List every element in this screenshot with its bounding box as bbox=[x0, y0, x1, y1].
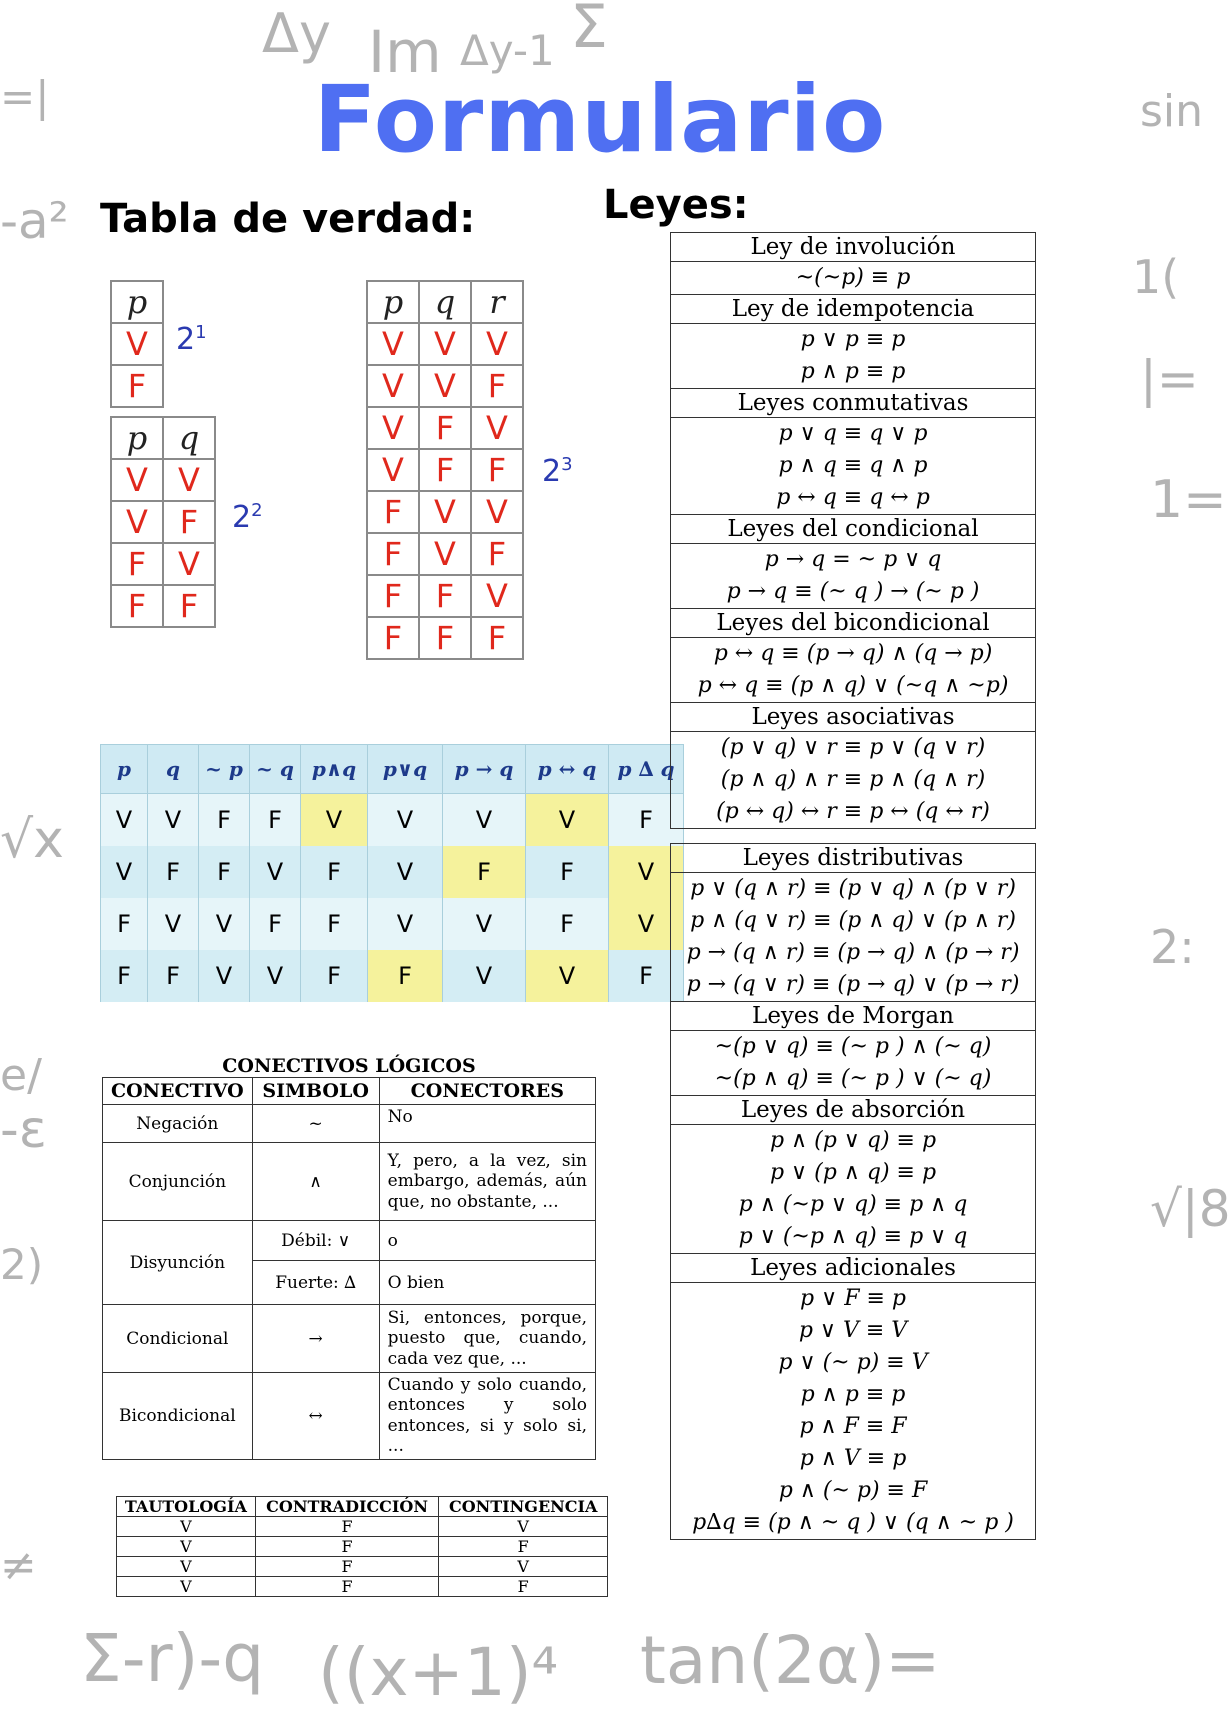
logical-operations-table bbox=[100, 744, 684, 1002]
law-group-title: Leyes adicionales bbox=[671, 1254, 1035, 1283]
background-doodle: Σ-r)-q bbox=[80, 1620, 265, 1697]
op-value: V bbox=[199, 898, 250, 950]
background-doodle: =| bbox=[0, 72, 50, 121]
truth-value: V bbox=[367, 365, 419, 407]
law-group-title: Leyes distributivas bbox=[671, 844, 1035, 873]
background-doodle: 1( bbox=[1132, 250, 1180, 304]
truth-value: V bbox=[111, 323, 163, 365]
op-value: F bbox=[368, 950, 443, 1002]
tt2-header: q bbox=[163, 417, 215, 459]
classification-header: CONTRADICCIÓN bbox=[255, 1497, 439, 1517]
law-group-title: Leyes conmutativas bbox=[671, 389, 1035, 418]
background-doodle: 1= bbox=[1150, 470, 1227, 530]
op-value: F bbox=[199, 846, 250, 898]
truth-value: V bbox=[111, 501, 163, 543]
op-value: F bbox=[101, 898, 148, 950]
table-row bbox=[367, 323, 523, 365]
table-row bbox=[111, 585, 215, 627]
truth-value: F bbox=[111, 585, 163, 627]
table-row bbox=[117, 1577, 608, 1597]
op-value: V bbox=[443, 898, 526, 950]
truth-value: F bbox=[367, 533, 419, 575]
op-value: F bbox=[250, 794, 301, 847]
op-value: V bbox=[148, 898, 199, 950]
table-row bbox=[111, 365, 163, 407]
law-formula: p∆q ≡ (p ∧ ~ q ) ∨ (q ∧ ~ p ) bbox=[692, 1510, 1014, 1535]
truth-value: V bbox=[419, 491, 471, 533]
truth-value: F bbox=[367, 575, 419, 617]
law-formula: p → (q ∨ r) ≡ (p → q) ∨ (p → r) bbox=[686, 972, 1020, 997]
classification-value: V bbox=[117, 1537, 256, 1557]
conjuncion-words: Y, pero, a la vez, sin embargo, además, aún que, no obstante, ... bbox=[379, 1143, 595, 1221]
background-doodle: √x bbox=[0, 810, 64, 870]
background-doodle: 2) bbox=[0, 1240, 44, 1289]
negacion-symbol: ~ bbox=[252, 1105, 379, 1143]
op-value: V bbox=[443, 950, 526, 1002]
background-doodle: Σ bbox=[570, 0, 608, 62]
law-formula: p → q ≡ (~ q ) → (~ p ) bbox=[726, 579, 980, 604]
law-group bbox=[670, 609, 1036, 703]
op-value: V bbox=[443, 794, 526, 847]
truth-value: V bbox=[419, 365, 471, 407]
op-value: F bbox=[101, 950, 148, 1002]
law-group-title: Leyes asociativas bbox=[671, 703, 1035, 732]
law-formula: p ∨ V ≡ V bbox=[798, 1318, 908, 1343]
law-group-title: Leyes de absorción bbox=[671, 1096, 1035, 1125]
truth-table-two-variables bbox=[110, 416, 216, 628]
law-group bbox=[670, 515, 1036, 609]
classification-value: F bbox=[255, 1537, 439, 1557]
law-group-title: Leyes del condicional bbox=[671, 515, 1035, 544]
laws-list bbox=[670, 232, 1036, 1540]
connectives-caption: CONECTIVOS LÓGICOS bbox=[103, 1055, 596, 1078]
background-doodle: -a² bbox=[0, 192, 69, 250]
table-row bbox=[101, 794, 684, 847]
background-doodle: √|8 bbox=[1150, 1180, 1231, 1238]
law-formula: (p ↔ q) ↔ r ≡ p ↔ (q ↔ r) bbox=[716, 799, 990, 824]
law-formula: p ∧ p ≡ p bbox=[800, 359, 906, 384]
law-group bbox=[670, 703, 1036, 829]
law-formula: p ∨ F ≡ p bbox=[800, 1286, 906, 1311]
background-doodle: |= bbox=[1140, 350, 1199, 408]
law-formula: p ∨ q ≡ q ∨ p bbox=[778, 421, 928, 446]
law-group-title: Leyes de Morgan bbox=[671, 1002, 1035, 1031]
law-group-title: Leyes del bicondicional bbox=[671, 609, 1035, 638]
op-header: p ↔ q bbox=[526, 745, 609, 794]
table-row bbox=[111, 323, 163, 365]
op-value: V bbox=[250, 950, 301, 1002]
truth-value: F bbox=[163, 501, 215, 543]
law-group bbox=[670, 232, 1036, 295]
truth-value: F bbox=[367, 617, 419, 659]
truth-value: F bbox=[419, 449, 471, 491]
classification-header: TAUTOLOGÍA bbox=[117, 1497, 256, 1517]
truth-table-three-variables bbox=[366, 280, 524, 660]
op-header: ~ p bbox=[199, 745, 250, 794]
bicondicional-name: Bicondicional bbox=[103, 1373, 253, 1460]
truth-value: V bbox=[367, 449, 419, 491]
law-group bbox=[670, 1254, 1036, 1540]
op-value: V bbox=[250, 846, 301, 898]
truth-value: F bbox=[471, 617, 523, 659]
table-row bbox=[367, 617, 523, 659]
truth-value: V bbox=[163, 459, 215, 501]
law-group-title: Ley de involución bbox=[671, 233, 1035, 262]
negacion-words: No bbox=[379, 1105, 595, 1143]
background-doodle: -ε bbox=[0, 1100, 47, 1160]
op-value: V bbox=[199, 950, 250, 1002]
tt3-header: p bbox=[367, 281, 419, 323]
truth-value: V bbox=[471, 575, 523, 617]
table-row bbox=[111, 543, 215, 585]
law-formula: p ∧ V ≡ p bbox=[799, 1446, 907, 1471]
op-value: F bbox=[148, 846, 199, 898]
truth-value: F bbox=[419, 407, 471, 449]
law-formula: ~(p ∧ q) ≡ (~ p ) ∨ (~ q) bbox=[714, 1066, 992, 1091]
op-value: F bbox=[301, 846, 368, 898]
tt1-header: p bbox=[111, 281, 163, 323]
laws-heading: Leyes: bbox=[603, 182, 749, 228]
op-value: V bbox=[609, 846, 684, 898]
background-doodle: 2: bbox=[1150, 920, 1195, 974]
negacion-name: Negación bbox=[103, 1105, 253, 1143]
col-simbolo: SIMBOLO bbox=[252, 1078, 379, 1105]
truth-value: F bbox=[163, 585, 215, 627]
law-formula: p ∧ (~ p) ≡ F bbox=[778, 1478, 928, 1503]
truth-value: V bbox=[367, 323, 419, 365]
classification-value: F bbox=[255, 1517, 439, 1537]
op-value: F bbox=[148, 950, 199, 1002]
law-formula: p ∧ (q ∨ r) ≡ (p ∧ q) ∨ (p ∧ r) bbox=[690, 908, 1016, 933]
op-value: F bbox=[526, 898, 609, 950]
connectives-table bbox=[102, 1055, 596, 1460]
table-row bbox=[367, 533, 523, 575]
table-row bbox=[101, 950, 684, 1002]
op-header: ~ q bbox=[250, 745, 301, 794]
disyuncion-strong-symbol: Fuerte: ∆ bbox=[252, 1261, 379, 1305]
truth-value: V bbox=[419, 323, 471, 365]
truth-value: F bbox=[419, 575, 471, 617]
truth-value: F bbox=[367, 491, 419, 533]
table-row bbox=[111, 501, 215, 543]
classification-value: F bbox=[439, 1577, 608, 1597]
table-row bbox=[367, 407, 523, 449]
law-formula: ~(~p) ≡ p bbox=[795, 265, 911, 290]
op-value: V bbox=[526, 950, 609, 1002]
truth-value: F bbox=[419, 617, 471, 659]
classification-value: V bbox=[117, 1577, 256, 1597]
table-row bbox=[101, 846, 684, 898]
law-formula: (p ∨ q) ∨ r ≡ p ∨ (q ∨ r) bbox=[720, 735, 986, 760]
op-value: F bbox=[526, 846, 609, 898]
power-label-1: $2^1$ bbox=[176, 322, 207, 357]
op-value: V bbox=[301, 794, 368, 847]
col-conectores: CONECTORES bbox=[379, 1078, 595, 1105]
background-doodle: ((x+1)⁴ bbox=[318, 1634, 559, 1711]
truth-value: V bbox=[471, 407, 523, 449]
truth-value: V bbox=[111, 459, 163, 501]
op-value: F bbox=[199, 794, 250, 847]
background-doodle: sin bbox=[1140, 86, 1204, 137]
op-value: V bbox=[526, 794, 609, 847]
truth-value: V bbox=[471, 491, 523, 533]
condicional-symbol: → bbox=[252, 1305, 379, 1373]
op-value: F bbox=[301, 950, 368, 1002]
op-header: p ∆ q bbox=[609, 745, 684, 794]
classification-value: F bbox=[255, 1557, 439, 1577]
bicondicional-words: Cuando y solo cuando, entonces y solo entonces, si y solo si, ... bbox=[379, 1373, 595, 1460]
disyuncion-strong-words: O bien bbox=[379, 1261, 595, 1305]
table-row bbox=[117, 1537, 608, 1557]
table-row bbox=[367, 449, 523, 491]
table-row bbox=[101, 898, 684, 950]
truth-table-heading: Tabla de verdad: bbox=[100, 196, 476, 242]
condicional-name: Condicional bbox=[103, 1305, 253, 1373]
op-value: V bbox=[609, 898, 684, 950]
classification-value: V bbox=[439, 1557, 608, 1577]
op-value: V bbox=[101, 846, 148, 898]
op-value: V bbox=[368, 846, 443, 898]
op-value: F bbox=[609, 794, 684, 847]
truth-table-one-variable bbox=[110, 280, 164, 408]
op-header: p∨q bbox=[368, 745, 443, 794]
conjuncion-name: Conjunción bbox=[103, 1143, 253, 1221]
classification-value: F bbox=[439, 1537, 608, 1557]
tt3-header: q bbox=[419, 281, 471, 323]
classification-value: V bbox=[117, 1557, 256, 1577]
table-row bbox=[367, 491, 523, 533]
law-formula: p ∨ (p ∧ q) ≡ p bbox=[769, 1160, 937, 1185]
power-label-2: $2^2$ bbox=[232, 500, 263, 535]
background-doodle: Δy-1 bbox=[460, 26, 555, 75]
truth-value: F bbox=[111, 543, 163, 585]
law-formula: p ∨ (q ∧ r) ≡ (p ∨ q) ∧ (p ∨ r) bbox=[690, 876, 1016, 901]
op-value: F bbox=[250, 898, 301, 950]
truth-value: F bbox=[111, 365, 163, 407]
truth-value: F bbox=[471, 533, 523, 575]
op-header: p∧q bbox=[301, 745, 368, 794]
op-value: F bbox=[609, 950, 684, 1002]
background-doodle: Im bbox=[368, 18, 442, 86]
col-conectivo: CONECTIVO bbox=[103, 1078, 253, 1105]
op-value: V bbox=[368, 898, 443, 950]
law-formula: p ∧ q ≡ q ∧ p bbox=[778, 453, 928, 478]
op-value: V bbox=[101, 794, 148, 847]
conjuncion-symbol: ∧ bbox=[252, 1143, 379, 1221]
disyuncion-weak-symbol: Débil: ∨ bbox=[252, 1221, 379, 1261]
law-group bbox=[670, 1096, 1036, 1254]
classification-value: V bbox=[439, 1517, 608, 1537]
background-doodle: e/ bbox=[0, 1050, 42, 1101]
law-formula: p ↔ q ≡ (p → q) ∧ (q → p) bbox=[713, 641, 993, 666]
op-value: V bbox=[368, 794, 443, 847]
disyuncion-weak-words: o bbox=[379, 1221, 595, 1261]
op-header: p bbox=[101, 745, 148, 794]
op-header: p → q bbox=[443, 745, 526, 794]
law-formula: p ∧ (~p ∨ q) ≡ p ∧ q bbox=[738, 1192, 968, 1217]
truth-value: V bbox=[471, 323, 523, 365]
background-doodle: tan(2α)= bbox=[640, 1622, 941, 1699]
law-formula: p ∧ F ≡ F bbox=[799, 1414, 907, 1439]
table-row bbox=[117, 1557, 608, 1577]
law-group bbox=[670, 1002, 1036, 1096]
tt3-header: r bbox=[471, 281, 523, 323]
truth-value: F bbox=[471, 449, 523, 491]
power-label-3: $2^3$ bbox=[542, 454, 573, 489]
op-value: V bbox=[148, 794, 199, 847]
table-row bbox=[367, 365, 523, 407]
table-row bbox=[367, 575, 523, 617]
truth-value: V bbox=[163, 543, 215, 585]
condicional-words: Si, entonces, porque, puesto que, cuando, cada vez que, ... bbox=[379, 1305, 595, 1373]
law-group-title: Ley de idempotencia bbox=[671, 295, 1035, 324]
truth-value: V bbox=[367, 407, 419, 449]
law-formula: (p ∧ q) ∧ r ≡ p ∧ (q ∧ r) bbox=[720, 767, 986, 792]
classification-value: V bbox=[117, 1517, 256, 1537]
op-header: q bbox=[148, 745, 199, 794]
law-group bbox=[670, 843, 1036, 1002]
law-group bbox=[670, 295, 1036, 389]
law-formula: p ∧ (p ∨ q) ≡ p bbox=[769, 1128, 937, 1153]
law-formula: p ∨ (~ p) ≡ V bbox=[778, 1350, 928, 1375]
law-formula: p → q = ~ p ∨ q bbox=[764, 547, 942, 572]
truth-value: V bbox=[419, 533, 471, 575]
classification-value: F bbox=[255, 1577, 439, 1597]
background-doodle: ≠ bbox=[0, 1540, 37, 1591]
classification-table bbox=[116, 1496, 608, 1597]
law-formula: p → (q ∧ r) ≡ (p → q) ∧ (p → r) bbox=[686, 940, 1020, 965]
law-formula: p ∨ (~p ∧ q) ≡ p ∨ q bbox=[738, 1224, 968, 1249]
truth-value: F bbox=[471, 365, 523, 407]
op-value: F bbox=[301, 898, 368, 950]
law-formula: p ∧ p ≡ p bbox=[800, 1382, 906, 1407]
op-value: F bbox=[443, 846, 526, 898]
table-row bbox=[117, 1517, 608, 1537]
background-doodle: Δy bbox=[262, 2, 331, 65]
law-formula: p ↔ q ≡ q ↔ p bbox=[776, 485, 930, 510]
disyuncion-name: Disyunción bbox=[103, 1221, 253, 1305]
bicondicional-symbol: ↔ bbox=[252, 1373, 379, 1460]
law-group bbox=[670, 389, 1036, 515]
classification-header: CONTINGENCIA bbox=[439, 1497, 608, 1517]
law-formula: p ∨ p ≡ p bbox=[800, 327, 906, 352]
table-row bbox=[111, 459, 215, 501]
tt2-header: p bbox=[111, 417, 163, 459]
law-formula: ~(p ∨ q) ≡ (~ p ) ∧ (~ q) bbox=[714, 1034, 992, 1059]
law-formula: p ↔ q ≡ (p ∧ q) ∨ (~q ∧ ~p) bbox=[697, 673, 1009, 698]
page-title: Formulario bbox=[313, 66, 887, 173]
